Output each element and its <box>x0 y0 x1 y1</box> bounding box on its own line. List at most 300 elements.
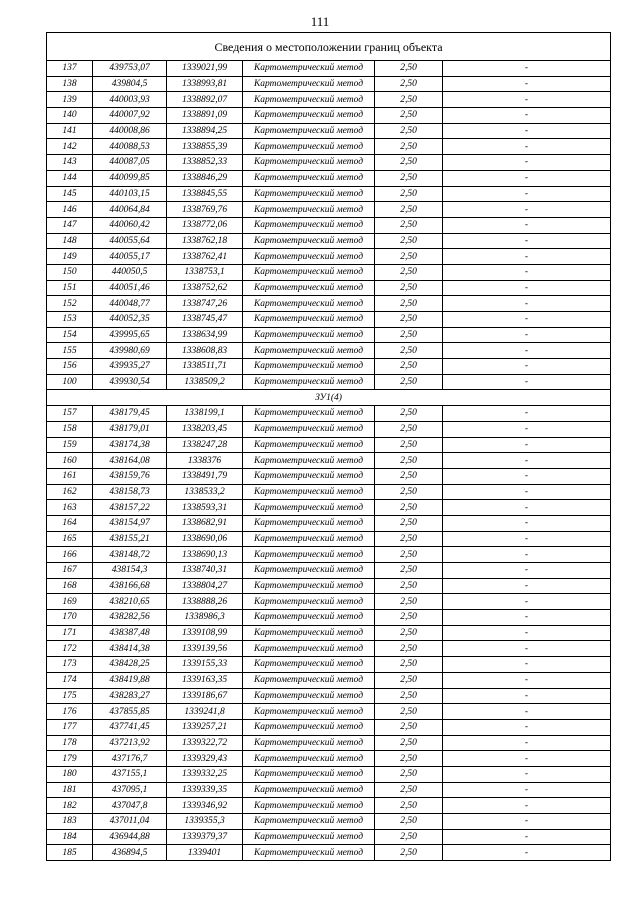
table-row <box>47 704 611 720</box>
point-number-cell: 180 <box>47 766 93 782</box>
method-cell: Картометрический метод <box>243 468 375 484</box>
table-row <box>47 468 611 484</box>
x-coordinate-cell: 438158,73 <box>93 484 167 500</box>
table-row <box>47 766 611 782</box>
method-cell: Картометрический метод <box>243 359 375 375</box>
description-cell: - <box>443 421 611 437</box>
description-cell: - <box>443 625 611 641</box>
method-cell: Картометрический метод <box>243 798 375 814</box>
x-coordinate-cell: 439930,54 <box>93 374 167 390</box>
description-cell: - <box>443 782 611 798</box>
accuracy-cell: 2,50 <box>375 563 443 579</box>
y-coordinate-cell: 1338511,71 <box>167 359 243 375</box>
description-cell: - <box>443 312 611 328</box>
description-cell: - <box>443 610 611 626</box>
method-cell: Картометрический метод <box>243 139 375 155</box>
accuracy-cell: 2,50 <box>375 735 443 751</box>
method-cell: Картометрический метод <box>243 688 375 704</box>
y-coordinate-cell: 1339322,72 <box>167 735 243 751</box>
description-cell: - <box>443 217 611 233</box>
description-cell: - <box>443 123 611 139</box>
method-cell: Картометрический метод <box>243 406 375 422</box>
x-coordinate-cell: 438154,3 <box>93 563 167 579</box>
method-cell: Картометрический метод <box>243 92 375 108</box>
accuracy-cell: 2,50 <box>375 625 443 641</box>
x-coordinate-cell: 438155,21 <box>93 531 167 547</box>
method-cell: Картометрический метод <box>243 108 375 124</box>
x-coordinate-cell: 439935,27 <box>93 359 167 375</box>
description-cell: - <box>443 186 611 202</box>
accuracy-cell: 2,50 <box>375 766 443 782</box>
x-coordinate-cell: 438210,65 <box>93 594 167 610</box>
accuracy-cell: 2,50 <box>375 233 443 249</box>
y-coordinate-cell: 1338199,1 <box>167 406 243 422</box>
x-coordinate-cell: 439804,5 <box>93 76 167 92</box>
y-coordinate-cell: 1338247,28 <box>167 437 243 453</box>
accuracy-cell: 2,50 <box>375 123 443 139</box>
method-cell: Картометрический метод <box>243 515 375 531</box>
method-cell: Картометрический метод <box>243 704 375 720</box>
y-coordinate-cell: 1338772,06 <box>167 217 243 233</box>
description-cell: - <box>443 343 611 359</box>
point-number-cell: 173 <box>47 657 93 673</box>
description-cell: - <box>443 704 611 720</box>
description-cell: - <box>443 280 611 296</box>
method-cell: Картометрический метод <box>243 829 375 845</box>
accuracy-cell: 2,50 <box>375 453 443 469</box>
table-row <box>47 531 611 547</box>
table-row <box>47 751 611 767</box>
accuracy-cell: 2,50 <box>375 845 443 861</box>
y-coordinate-cell: 1338745,47 <box>167 312 243 328</box>
x-coordinate-cell: 439980,69 <box>93 343 167 359</box>
method-cell: Картометрический метод <box>243 453 375 469</box>
x-coordinate-cell: 437741,45 <box>93 719 167 735</box>
point-number-cell: 182 <box>47 798 93 814</box>
table-row <box>47 547 611 563</box>
table-row <box>47 186 611 202</box>
description-cell: - <box>443 468 611 484</box>
description-cell: - <box>443 515 611 531</box>
point-number-cell: 153 <box>47 312 93 328</box>
description-cell: - <box>443 233 611 249</box>
y-coordinate-cell: 1338682,91 <box>167 515 243 531</box>
x-coordinate-cell: 440048,77 <box>93 296 167 312</box>
y-coordinate-cell: 1339332,25 <box>167 766 243 782</box>
table-row <box>47 233 611 249</box>
y-coordinate-cell: 1339329,43 <box>167 751 243 767</box>
method-cell: Картометрический метод <box>243 186 375 202</box>
method-cell: Картометрический метод <box>243 312 375 328</box>
accuracy-cell: 2,50 <box>375 108 443 124</box>
method-cell: Картометрический метод <box>243 735 375 751</box>
point-number-cell: 181 <box>47 782 93 798</box>
table-row <box>47 217 611 233</box>
table-row <box>47 123 611 139</box>
y-coordinate-cell: 1338634,99 <box>167 327 243 343</box>
accuracy-cell: 2,50 <box>375 312 443 328</box>
point-number-cell: 137 <box>47 61 93 77</box>
point-number-cell: 176 <box>47 704 93 720</box>
description-cell: - <box>443 406 611 422</box>
x-coordinate-cell: 437213,92 <box>93 735 167 751</box>
method-cell: Картометрический метод <box>243 327 375 343</box>
accuracy-cell: 2,50 <box>375 672 443 688</box>
table-row <box>47 798 611 814</box>
description-cell: - <box>443 547 611 563</box>
table-row <box>47 484 611 500</box>
method-cell: Картометрический метод <box>243 296 375 312</box>
point-number-cell: 138 <box>47 76 93 92</box>
description-cell: - <box>443 845 611 861</box>
page-number: 111 <box>310 14 330 29</box>
accuracy-cell: 2,50 <box>375 829 443 845</box>
accuracy-cell: 2,50 <box>375 139 443 155</box>
method-cell: Картометрический метод <box>243 782 375 798</box>
table-row <box>47 264 611 280</box>
point-number-cell: 169 <box>47 594 93 610</box>
y-coordinate-cell: 1339241,8 <box>167 704 243 720</box>
y-coordinate-cell: 1338690,13 <box>167 547 243 563</box>
method-cell: Картометрический метод <box>243 170 375 186</box>
description-cell: - <box>443 202 611 218</box>
method-cell: Картометрический метод <box>243 610 375 626</box>
y-coordinate-cell: 1338740,31 <box>167 563 243 579</box>
method-cell: Картометрический метод <box>243 594 375 610</box>
y-coordinate-cell: 1338491,79 <box>167 468 243 484</box>
x-coordinate-cell: 438179,45 <box>93 406 167 422</box>
point-number-cell: 139 <box>47 92 93 108</box>
point-number-cell: 179 <box>47 751 93 767</box>
y-coordinate-cell: 1338762,41 <box>167 249 243 265</box>
accuracy-cell: 2,50 <box>375 92 443 108</box>
point-number-cell: 167 <box>47 563 93 579</box>
accuracy-cell: 2,50 <box>375 814 443 830</box>
description-cell: - <box>443 829 611 845</box>
point-number-cell: 146 <box>47 202 93 218</box>
point-number-cell: 162 <box>47 484 93 500</box>
method-cell: Картометрический метод <box>243 374 375 390</box>
table-row <box>47 688 611 704</box>
point-number-cell: 148 <box>47 233 93 249</box>
point-number-cell: 163 <box>47 500 93 516</box>
table-row <box>47 374 611 390</box>
y-coordinate-cell: 1339108,99 <box>167 625 243 641</box>
section-label: ЗУ1(4) <box>47 390 611 406</box>
accuracy-cell: 2,50 <box>375 531 443 547</box>
accuracy-cell: 2,50 <box>375 719 443 735</box>
accuracy-cell: 2,50 <box>375 798 443 814</box>
method-cell: Картометрический метод <box>243 641 375 657</box>
point-number-cell: 158 <box>47 421 93 437</box>
accuracy-cell: 2,50 <box>375 641 443 657</box>
y-coordinate-cell: 1338752,62 <box>167 280 243 296</box>
table-row <box>47 672 611 688</box>
x-coordinate-cell: 440099,85 <box>93 170 167 186</box>
method-cell: Картометрический метод <box>243 155 375 171</box>
method-cell: Картометрический метод <box>243 280 375 296</box>
y-coordinate-cell: 1339346,92 <box>167 798 243 814</box>
y-coordinate-cell: 1338993,81 <box>167 76 243 92</box>
y-coordinate-cell: 1339401 <box>167 845 243 861</box>
point-number-cell: 172 <box>47 641 93 657</box>
section-row <box>47 390 611 406</box>
table-row <box>47 735 611 751</box>
description-cell: - <box>443 327 611 343</box>
table-row <box>47 343 611 359</box>
description-cell: - <box>443 672 611 688</box>
x-coordinate-cell: 440055,64 <box>93 233 167 249</box>
accuracy-cell: 2,50 <box>375 76 443 92</box>
method-cell: Картометрический метод <box>243 672 375 688</box>
point-number-cell: 145 <box>47 186 93 202</box>
method-cell: Картометрический метод <box>243 751 375 767</box>
point-number-cell: 144 <box>47 170 93 186</box>
description-cell: - <box>443 563 611 579</box>
table-row <box>47 500 611 516</box>
point-number-cell: 100 <box>47 374 93 390</box>
y-coordinate-cell: 1339155,33 <box>167 657 243 673</box>
x-coordinate-cell: 440007,92 <box>93 108 167 124</box>
description-cell: - <box>443 61 611 77</box>
y-coordinate-cell: 1338846,29 <box>167 170 243 186</box>
y-coordinate-cell: 1338753,1 <box>167 264 243 280</box>
table-row <box>47 421 611 437</box>
table-title: Сведения о местоположении границ объекта <box>47 33 611 61</box>
description-cell: - <box>443 170 611 186</box>
table-row <box>47 202 611 218</box>
description-cell: - <box>443 688 611 704</box>
accuracy-cell: 2,50 <box>375 170 443 186</box>
y-coordinate-cell: 1338894,25 <box>167 123 243 139</box>
x-coordinate-cell: 439753,07 <box>93 61 167 77</box>
method-cell: Картометрический метод <box>243 343 375 359</box>
method-cell: Картометрический метод <box>243 233 375 249</box>
description-cell: - <box>443 657 611 673</box>
x-coordinate-cell: 438148,72 <box>93 547 167 563</box>
point-number-cell: 147 <box>47 217 93 233</box>
table-row <box>47 61 611 77</box>
table-row <box>47 845 611 861</box>
accuracy-cell: 2,50 <box>375 594 443 610</box>
y-coordinate-cell: 1338769,76 <box>167 202 243 218</box>
point-number-cell: 174 <box>47 672 93 688</box>
x-coordinate-cell: 436894,5 <box>93 845 167 861</box>
accuracy-cell: 2,50 <box>375 688 443 704</box>
x-coordinate-cell: 440050,5 <box>93 264 167 280</box>
y-coordinate-cell: 1338888,26 <box>167 594 243 610</box>
description-cell: - <box>443 264 611 280</box>
method-cell: Картометрический метод <box>243 264 375 280</box>
y-coordinate-cell: 1339139,56 <box>167 641 243 657</box>
description-cell: - <box>443 735 611 751</box>
table-row <box>47 578 611 594</box>
table-row <box>47 359 611 375</box>
x-coordinate-cell: 438282,56 <box>93 610 167 626</box>
point-number-cell: 155 <box>47 343 93 359</box>
point-number-cell: 177 <box>47 719 93 735</box>
point-number-cell: 154 <box>47 327 93 343</box>
method-cell: Картометрический метод <box>243 500 375 516</box>
accuracy-cell: 2,50 <box>375 657 443 673</box>
x-coordinate-cell: 440008,86 <box>93 123 167 139</box>
y-coordinate-cell: 1338855,39 <box>167 139 243 155</box>
table-row <box>47 641 611 657</box>
y-coordinate-cell: 1339355,3 <box>167 814 243 830</box>
x-coordinate-cell: 440060,42 <box>93 217 167 233</box>
x-coordinate-cell: 440087,05 <box>93 155 167 171</box>
x-coordinate-cell: 440103,15 <box>93 186 167 202</box>
table-row <box>47 437 611 453</box>
y-coordinate-cell: 1338533,2 <box>167 484 243 500</box>
point-number-cell: 178 <box>47 735 93 751</box>
point-number-cell: 161 <box>47 468 93 484</box>
point-number-cell: 151 <box>47 280 93 296</box>
accuracy-cell: 2,50 <box>375 61 443 77</box>
point-number-cell: 159 <box>47 437 93 453</box>
point-number-cell: 143 <box>47 155 93 171</box>
description-cell: - <box>443 453 611 469</box>
description-cell: - <box>443 719 611 735</box>
x-coordinate-cell: 438428,25 <box>93 657 167 673</box>
table-row <box>47 453 611 469</box>
point-number-cell: 142 <box>47 139 93 155</box>
accuracy-cell: 2,50 <box>375 249 443 265</box>
table-row <box>47 76 611 92</box>
table-row <box>47 327 611 343</box>
description-cell: - <box>443 814 611 830</box>
description-cell: - <box>443 108 611 124</box>
table-row <box>47 625 611 641</box>
description-cell: - <box>443 766 611 782</box>
table-title-row <box>47 33 611 61</box>
point-number-cell: 141 <box>47 123 93 139</box>
accuracy-cell: 2,50 <box>375 704 443 720</box>
x-coordinate-cell: 440088,53 <box>93 139 167 155</box>
description-cell: - <box>443 531 611 547</box>
y-coordinate-cell: 1339379,37 <box>167 829 243 845</box>
y-coordinate-cell: 1339021,99 <box>167 61 243 77</box>
table-row <box>47 782 611 798</box>
accuracy-cell: 2,50 <box>375 264 443 280</box>
x-coordinate-cell: 440052,35 <box>93 312 167 328</box>
table-row <box>47 280 611 296</box>
table-row <box>47 170 611 186</box>
method-cell: Картометрический метод <box>243 719 375 735</box>
accuracy-cell: 2,50 <box>375 217 443 233</box>
accuracy-cell: 2,50 <box>375 484 443 500</box>
table-row <box>47 657 611 673</box>
accuracy-cell: 2,50 <box>375 296 443 312</box>
x-coordinate-cell: 438179,01 <box>93 421 167 437</box>
accuracy-cell: 2,50 <box>375 155 443 171</box>
table-row <box>47 563 611 579</box>
x-coordinate-cell: 438159,76 <box>93 468 167 484</box>
y-coordinate-cell: 1338845,55 <box>167 186 243 202</box>
y-coordinate-cell: 1338891,09 <box>167 108 243 124</box>
accuracy-cell: 2,50 <box>375 751 443 767</box>
x-coordinate-cell: 438174,38 <box>93 437 167 453</box>
x-coordinate-cell: 436944,88 <box>93 829 167 845</box>
description-cell: - <box>443 500 611 516</box>
table-row <box>47 406 611 422</box>
point-number-cell: 185 <box>47 845 93 861</box>
y-coordinate-cell: 1338852,33 <box>167 155 243 171</box>
method-cell: Картометрический метод <box>243 249 375 265</box>
description-cell: - <box>443 155 611 171</box>
y-coordinate-cell: 1339257,21 <box>167 719 243 735</box>
point-number-cell: 183 <box>47 814 93 830</box>
method-cell: Картометрический метод <box>243 76 375 92</box>
accuracy-cell: 2,50 <box>375 468 443 484</box>
method-cell: Картометрический метод <box>243 421 375 437</box>
accuracy-cell: 2,50 <box>375 578 443 594</box>
x-coordinate-cell: 438164,08 <box>93 453 167 469</box>
table-row <box>47 312 611 328</box>
table-row <box>47 92 611 108</box>
method-cell: Картометрический метод <box>243 123 375 139</box>
description-cell: - <box>443 578 611 594</box>
boundary-coordinates-table <box>46 32 611 861</box>
table-row <box>47 829 611 845</box>
accuracy-cell: 2,50 <box>375 610 443 626</box>
point-number-cell: 164 <box>47 515 93 531</box>
y-coordinate-cell: 1338203,45 <box>167 421 243 437</box>
description-cell: - <box>443 92 611 108</box>
table-row <box>47 108 611 124</box>
method-cell: Картометрический метод <box>243 61 375 77</box>
x-coordinate-cell: 438419,88 <box>93 672 167 688</box>
method-cell: Картометрический метод <box>243 563 375 579</box>
accuracy-cell: 2,50 <box>375 327 443 343</box>
y-coordinate-cell: 1338376 <box>167 453 243 469</box>
x-coordinate-cell: 437011,04 <box>93 814 167 830</box>
x-coordinate-cell: 438283,27 <box>93 688 167 704</box>
x-coordinate-cell: 438414,38 <box>93 641 167 657</box>
point-number-cell: 165 <box>47 531 93 547</box>
accuracy-cell: 2,50 <box>375 406 443 422</box>
point-number-cell: 156 <box>47 359 93 375</box>
description-cell: - <box>443 296 611 312</box>
method-cell: Картометрический метод <box>243 845 375 861</box>
description-cell: - <box>443 798 611 814</box>
table-row <box>47 515 611 531</box>
accuracy-cell: 2,50 <box>375 421 443 437</box>
x-coordinate-cell: 440064,84 <box>93 202 167 218</box>
y-coordinate-cell: 1339186,67 <box>167 688 243 704</box>
x-coordinate-cell: 440055,17 <box>93 249 167 265</box>
x-coordinate-cell: 437176,7 <box>93 751 167 767</box>
x-coordinate-cell: 439995,65 <box>93 327 167 343</box>
point-number-cell: 170 <box>47 610 93 626</box>
table-row <box>47 249 611 265</box>
y-coordinate-cell: 1339163,35 <box>167 672 243 688</box>
y-coordinate-cell: 1338986,3 <box>167 610 243 626</box>
accuracy-cell: 2,50 <box>375 547 443 563</box>
point-number-cell: 166 <box>47 547 93 563</box>
point-number-cell: 152 <box>47 296 93 312</box>
method-cell: Картометрический метод <box>243 437 375 453</box>
method-cell: Картометрический метод <box>243 484 375 500</box>
accuracy-cell: 2,50 <box>375 500 443 516</box>
description-cell: - <box>443 76 611 92</box>
y-coordinate-cell: 1338690,06 <box>167 531 243 547</box>
table-row <box>47 719 611 735</box>
accuracy-cell: 2,50 <box>375 437 443 453</box>
accuracy-cell: 2,50 <box>375 343 443 359</box>
point-number-cell: 157 <box>47 406 93 422</box>
y-coordinate-cell: 1338608,83 <box>167 343 243 359</box>
